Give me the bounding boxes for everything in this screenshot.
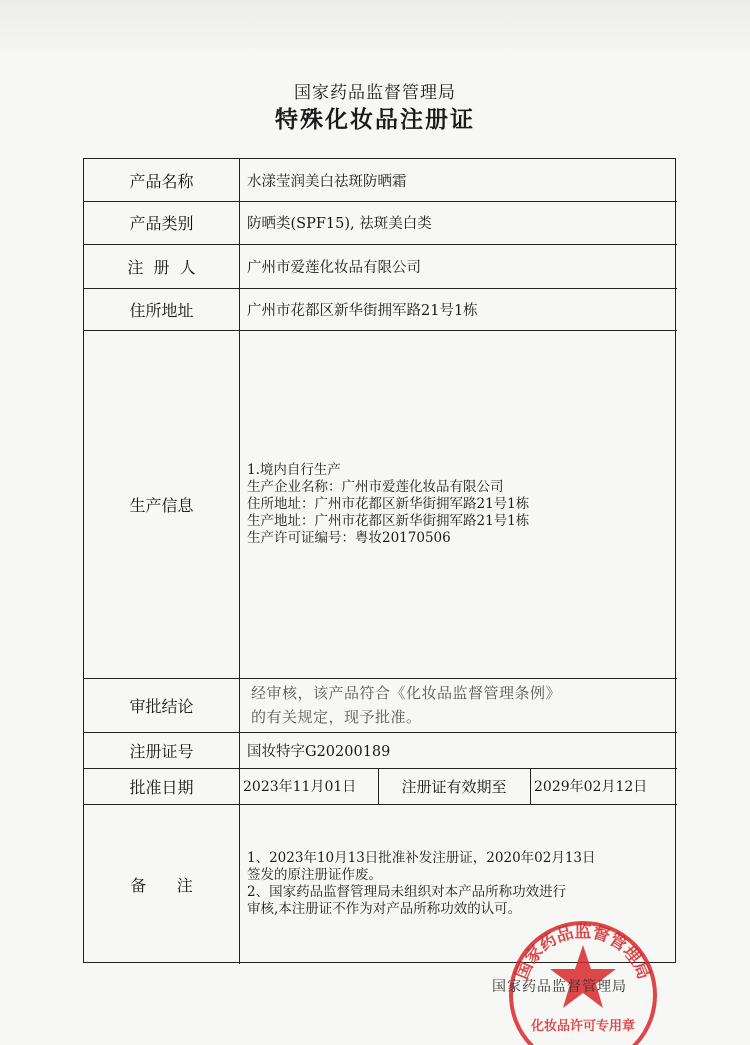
product-name-value: 水漾莹润美白祛斑防晒霜: [247, 173, 407, 190]
remarks-line: 1、2023年10月13日批准补发注册证，2020年02月13日: [247, 850, 596, 866]
remarks-line: 2、国家药品监督管理局未组织对本产品所称功效进行: [247, 884, 567, 900]
certificate-title: 特殊化妆品注册证: [275, 107, 475, 133]
validity-date-value: 2029年02月12日: [534, 779, 648, 795]
address-label: 住所地址: [129, 300, 194, 320]
approval-date-label: 批准日期: [129, 777, 194, 797]
issuing-authority: 国家药品监督管理局: [294, 83, 456, 103]
approval-line: 经审核，该产品符合《化妆品监督管理条例》: [251, 684, 562, 702]
remarks-label: 备 注: [130, 875, 193, 895]
approval-line: 的有关规定，现予批准。: [251, 708, 422, 726]
production-line: 住所地址：广州市花都区新华街拥军路21号1栋: [247, 495, 530, 512]
scan-shadow: [0, 0, 750, 60]
cert-no-value: 国妆特字G20200189: [247, 743, 391, 760]
production-line: 生产许可证编号：粤妆20170506: [247, 529, 451, 546]
address-value: 广州市花都区新华街拥军路21号1栋: [247, 302, 478, 319]
product-name-label: 产品名称: [129, 171, 194, 191]
remarks-line: 审核,本注册证不作为对产品所称功效的认可。: [247, 901, 522, 917]
production-line: 1.境内自行生产: [247, 461, 341, 478]
approval-value: [239, 678, 677, 732]
official-seal: [495, 895, 670, 1045]
seal-bottom-text: 化妆品许可专用章: [530, 1019, 636, 1034]
production-line: 生产企业名称：广州市爱莲化妆品有限公司: [247, 478, 504, 495]
registrant-label: 注 册 人: [127, 257, 196, 277]
seal-caption: 国家药品监督管理局: [492, 979, 627, 995]
approval-label: 审批结论: [129, 696, 194, 716]
certificate-table: [83, 158, 676, 963]
production-info-value: [239, 330, 677, 678]
production-info-label: 生产信息: [129, 495, 194, 515]
cert-no-label: 注册证号: [129, 741, 194, 761]
remarks-line: 签发的原注册证作废。: [247, 867, 382, 883]
seal-ring-text: 国家药品监督管理局: [512, 922, 654, 983]
product-type-label: 产品类别: [129, 214, 194, 233]
production-line: 生产地址：广州市花都区新华街拥军路21号1栋: [247, 512, 530, 529]
approval-date-value: 2023年11月01日: [243, 779, 357, 795]
registrant-value: 广州市爱莲化妆品有限公司: [247, 259, 421, 276]
validity-label: 注册证有效期至: [401, 777, 507, 796]
product-type-value: 防晒类(SPF15), 祛斑美白类: [247, 216, 432, 232]
